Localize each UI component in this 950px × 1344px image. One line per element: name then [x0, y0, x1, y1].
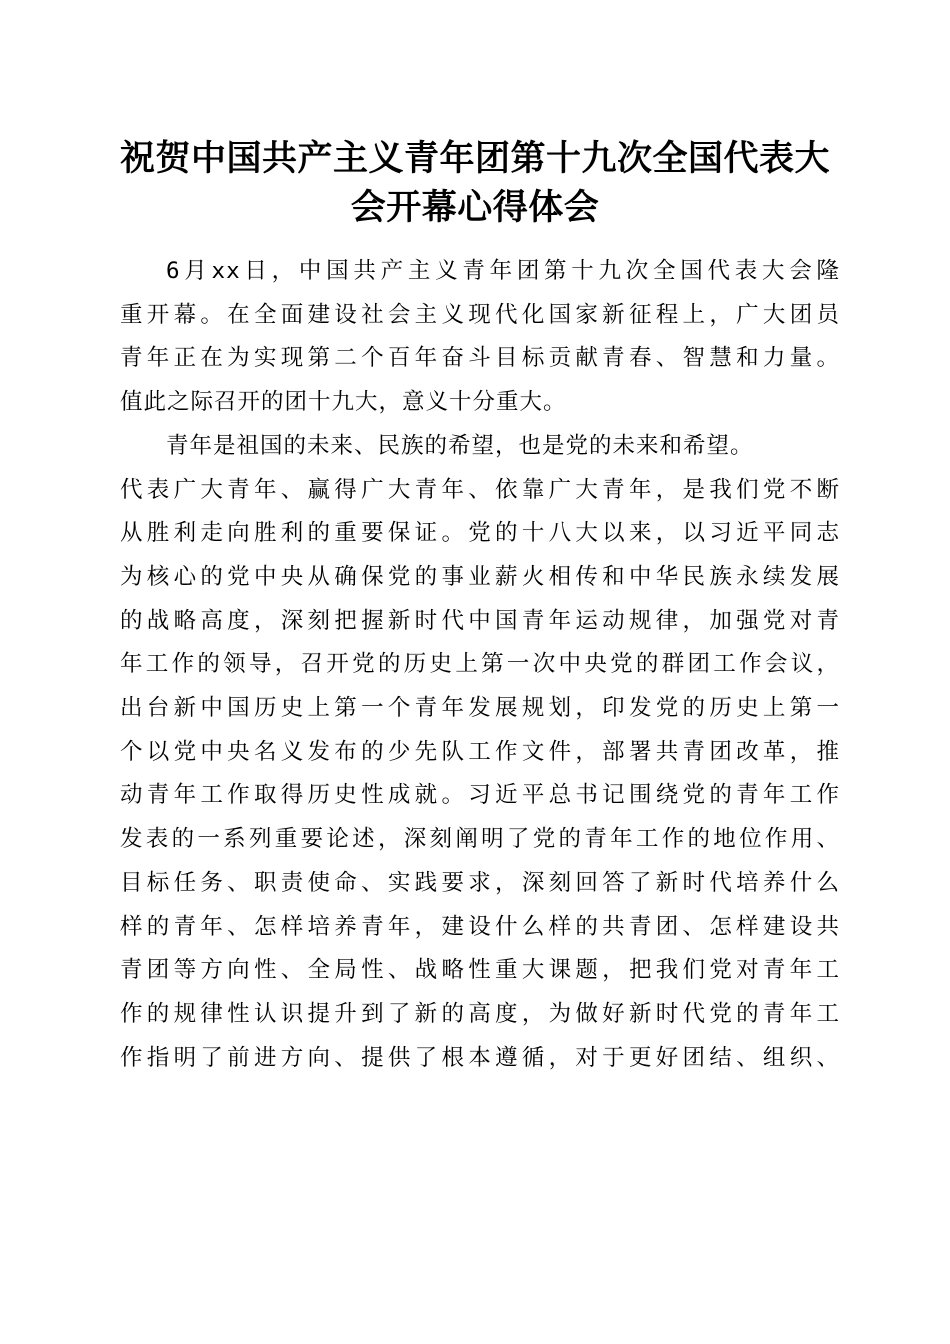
title-line: 会开幕心得体会: [350, 187, 600, 228]
paragraph-line: 6月xx日，中国共产主义青年团第十九次全国代表大会隆: [166, 258, 840, 284]
paragraph-line: 目标任务、职责使命、实践要求，深刻回答了新时代培养什么: [120, 869, 840, 896]
paragraph-line: 作指明了前进方向、提供了根本遵循，对于更好团结、组织、: [120, 1044, 840, 1071]
paragraph-line: 出台新中国历史上第一个青年发展规划，印发党的历史上第一: [120, 695, 840, 722]
paragraph-1: [120, 250, 840, 425]
paragraph-2: [120, 425, 840, 1081]
paragraph-line: 代表广大青年、赢得广大青年、依靠广大青年，是我们党不断: [120, 476, 840, 503]
paragraph-line: 青年是祖国的未来、民族的希望，也是党的未来和希望。: [166, 432, 754, 459]
paragraph-line: 发表的一系列重要论述，深刻阐明了党的青年工作的地位作用、: [120, 826, 840, 853]
paragraph-line: 青团等方向性、全局性、战略性重大课题，把我们党对青年工: [120, 957, 840, 984]
paragraph-line: 作的规律性认识提升到了新的高度，为做好新时代党的青年工: [120, 1000, 840, 1027]
document-body: [120, 250, 840, 1080]
paragraph-line: 样的青年、怎样培养青年，建设什么样的共青团、怎样建设共: [120, 913, 840, 940]
paragraph-line: 青年正在为实现第二个百年奋斗目标贡献青春、智慧和力量。: [120, 345, 840, 372]
paragraph-line: 为核心的党中央从确保党的事业薪火相传和中华民族永续发展: [120, 563, 840, 590]
paragraph-line: 个以党中央名义发布的少先队工作文件，部署共青团改革，推: [120, 738, 840, 765]
paragraph-line: 值此之际召开的团十九大，意义十分重大。: [120, 389, 567, 416]
paragraph-line: 从胜利走向胜利的重要保证。党的十八大以来，以习近平同志: [120, 520, 840, 547]
paragraph-line: 年工作的领导，召开党的历史上第一次中央党的群团工作会议，: [120, 651, 840, 678]
paragraph-line: 的战略高度，深刻把握新时代中国青年运动规律，加强党对青: [120, 607, 840, 634]
paragraph-line: 动青年工作取得历史性成就。习近平总书记围绕党的青年工作: [120, 782, 840, 809]
title-line: 祝贺中国共产主义青年团第十九次全国代表大: [119, 138, 830, 179]
document-title: [110, 134, 840, 232]
paragraph-line: 重开幕。在全面建设社会主义现代化国家新征程上，广大团员: [120, 301, 840, 328]
